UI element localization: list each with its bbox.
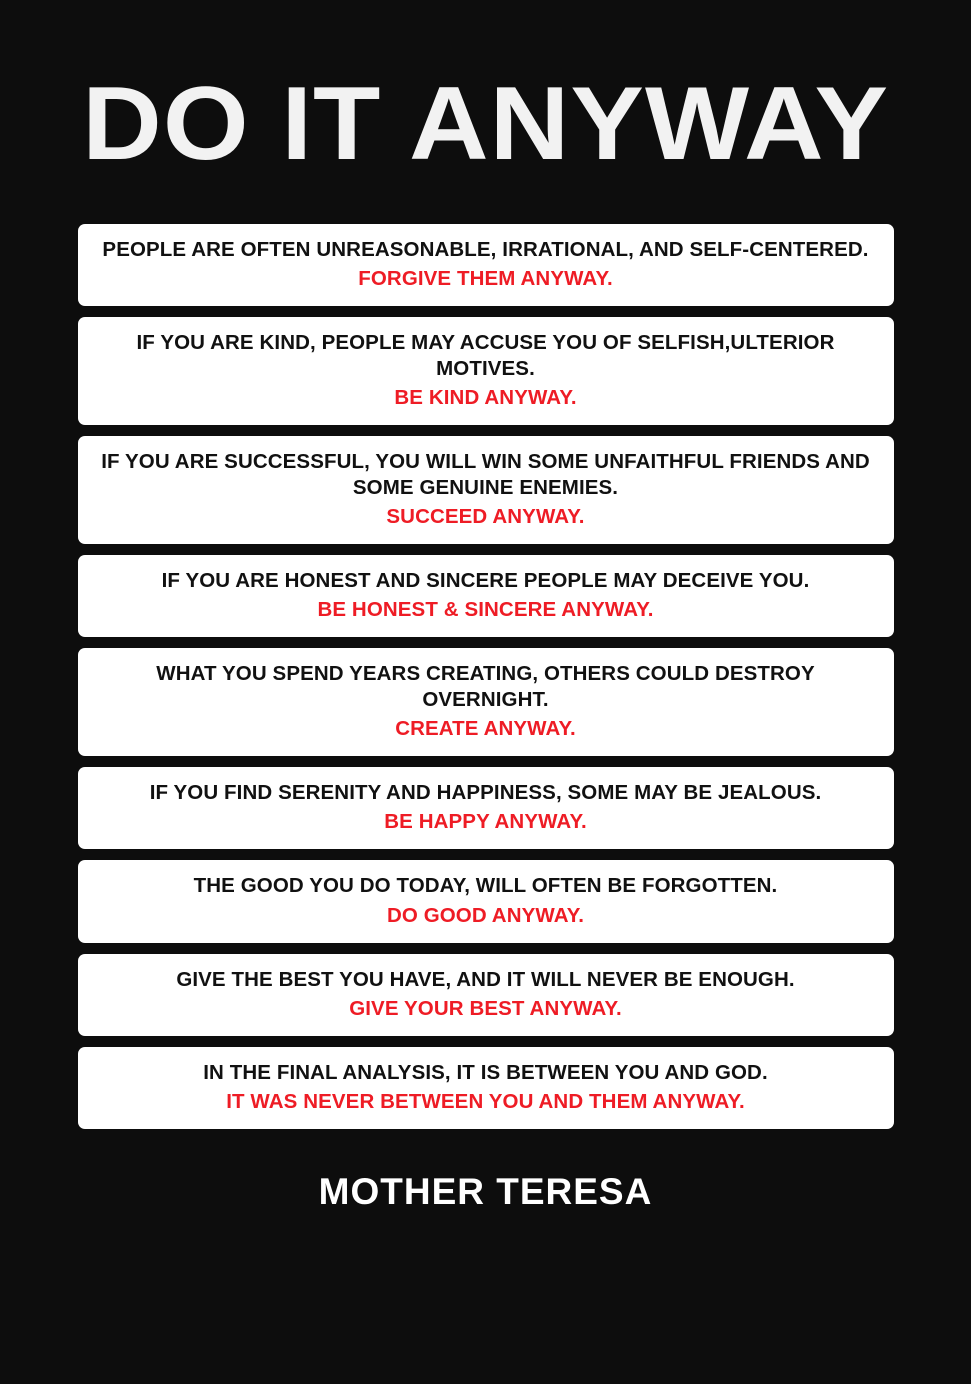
quote-card <box>78 436 894 544</box>
quote-call-to-action: FORGIVE THEM ANYWAY. <box>358 267 613 291</box>
quote-statement: IN THE FINAL ANALYSIS, IT IS BETWEEN YOU AND GOD. <box>203 1060 768 1084</box>
quote-call-to-action: BE KIND ANYWAY. <box>394 386 577 410</box>
quote-call-to-action: GIVE YOUR BEST ANYWAY. <box>349 996 622 1020</box>
page-title: DO IT ANYWAY <box>82 66 889 182</box>
quote-call-to-action: BE HAPPY ANYWAY. <box>384 810 587 834</box>
quote-statement: PEOPLE ARE OFTEN UNREASONABLE, IRRATIONAL, AND SELF-CENTERED. <box>102 238 869 261</box>
quote-card <box>78 317 894 425</box>
quote-statement: WHAT YOU SPEND YEARS CREATING, OTHERS COULD DESTROY OVERNIGHT. <box>156 662 815 712</box>
quote-card <box>78 1047 894 1129</box>
quote-statement: IF YOU ARE SUCCESSFUL, YOU WILL WIN SOME UNFAITHFUL FRIENDS AND SOME GENUINE ENEMIES. <box>101 450 870 500</box>
quote-card <box>78 860 894 942</box>
quote-call-to-action: BE HONEST & SINCERE ANYWAY. <box>317 598 654 622</box>
quote-card-list <box>78 224 894 1129</box>
quote-call-to-action: SUCCEED ANYWAY. <box>386 505 585 529</box>
quote-statement: GIVE THE BEST YOU HAVE, AND IT WILL NEVER BE ENOUGH. <box>176 967 795 991</box>
quote-statement: IF YOU ARE HONEST AND SINCERE PEOPLE MAY DECEIVE YOU. <box>161 569 810 593</box>
quote-card <box>78 767 894 849</box>
quote-card <box>78 648 894 756</box>
quote-card <box>78 954 894 1036</box>
quote-card <box>78 224 894 306</box>
quote-statement: THE GOOD YOU DO TODAY, WILL OFTEN BE FORGOTTEN. <box>193 874 778 898</box>
quote-call-to-action: CREATE ANYWAY. <box>395 717 576 741</box>
quote-statement: IF YOU ARE KIND, PEOPLE MAY ACCUSE YOU OF SELFISH,ULTERIOR MOTIVES. <box>136 331 835 381</box>
quote-statement: IF YOU FIND SERENITY AND HAPPINESS, SOME MAY BE JEALOUS. <box>149 781 822 805</box>
quote-call-to-action: IT WAS NEVER BETWEEN YOU AND THEM ANYWAY. <box>226 1089 745 1113</box>
quote-card <box>78 555 894 637</box>
author-attribution: MOTHER TERESA <box>318 1170 653 1212</box>
quote-call-to-action: DO GOOD ANYWAY. <box>386 903 585 927</box>
